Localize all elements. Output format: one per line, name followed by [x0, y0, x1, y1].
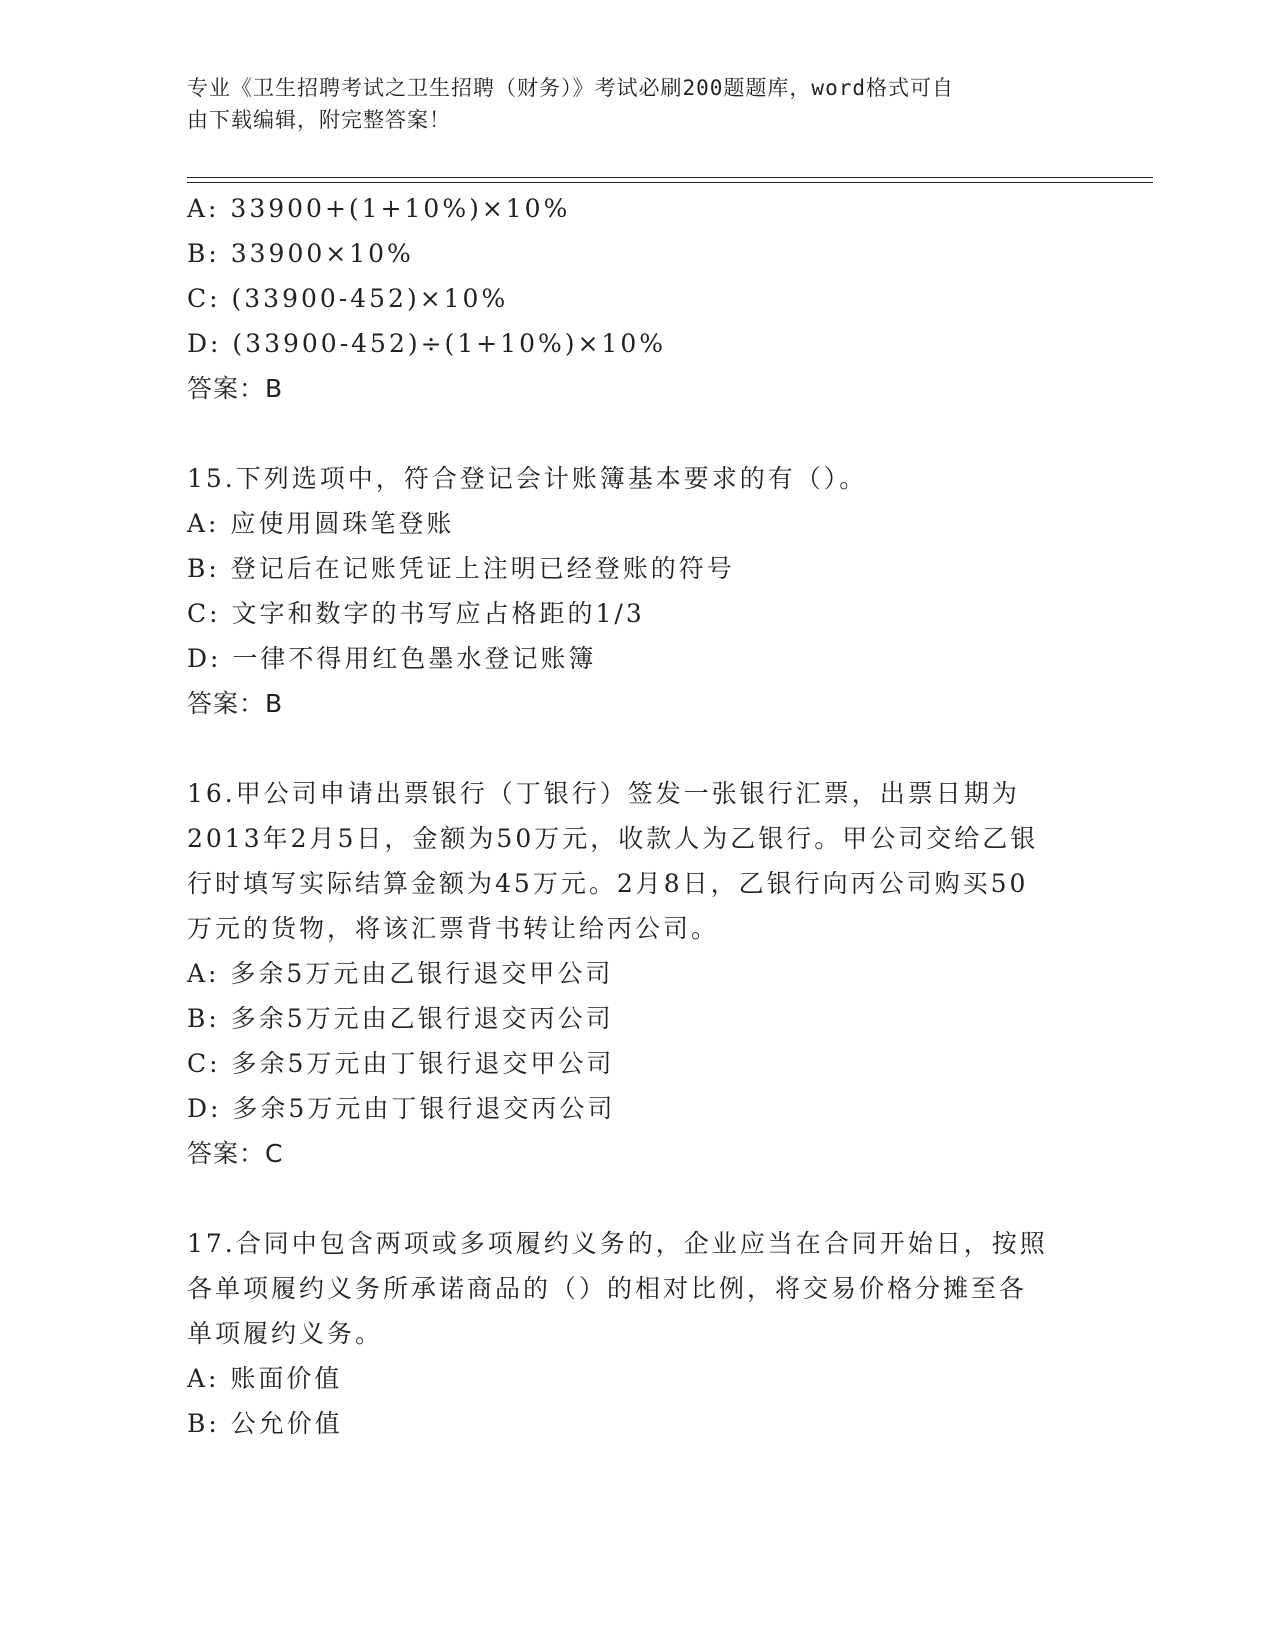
header-divider-top — [187, 177, 1153, 178]
q14-option-b: B: 33900×10% — [187, 239, 414, 268]
q17-stem-line-1: 17.合同中包含两项或多项履约义务的，企业应当在合同开始日，按照 — [187, 1229, 1048, 1258]
q15-answer: 答案：B — [187, 689, 284, 718]
q16-stem-line-3: 行时填写实际结算金额为45万元。2月8日，乙银行向丙公司购买50 — [187, 869, 1029, 898]
q14-option-a: A: 33900+(1+10%)×10% — [187, 194, 571, 223]
q16-stem-line-4: 万元的货物，将该汇票背书转让给丙公司。 — [187, 914, 720, 943]
header-line-1: 专业《卫生招聘考试之卫生招聘（财务）》考试必刷200题题库，word格式可自 — [187, 76, 954, 100]
q15-option-c: C: 文字和数字的书写应占格距的1/3 — [187, 599, 645, 628]
q16-answer: 答案：C — [187, 1139, 284, 1168]
header-line-2: 由下载编辑，附完整答案！ — [187, 108, 451, 132]
q14-answer: 答案：B — [187, 374, 284, 403]
q17-stem-line-2: 各单项履约义务所承诺商品的（）的相对比例，将交易价格分摊至各 — [187, 1274, 1028, 1303]
q16-option-d: D: 多余5万元由丁银行退交丙公司 — [187, 1094, 616, 1123]
q15-option-b: B: 登记后在记账凭证上注明已经登账的符号 — [187, 554, 735, 583]
q16-option-c: C: 多余5万元由丁银行退交甲公司 — [187, 1049, 615, 1078]
q17-option-a: A: 账面价值 — [187, 1364, 343, 1393]
q14-option-c: C: (33900-452)×10% — [187, 284, 509, 313]
header-divider-bottom — [187, 182, 1153, 183]
q17-option-b: B: 公允价值 — [187, 1409, 343, 1438]
q16-stem-line-2: 2013年2月5日，金额为50万元，收款人为乙银行。甲公司交给乙银 — [187, 824, 1039, 853]
q14-option-d: D: (33900-452)÷(1+10%)×10% — [187, 329, 667, 358]
q16-option-b: B: 多余5万元由乙银行退交丙公司 — [187, 1004, 614, 1033]
q15-option-a: A: 应使用圆珠笔登账 — [187, 509, 455, 538]
q15-stem: 15.下列选项中，符合登记会计账簿基本要求的有（）。 — [187, 464, 868, 493]
q15-option-d: D: 一律不得用红色墨水登记账簿 — [187, 644, 597, 673]
q16-stem-line-1: 16.甲公司申请出票银行（丁银行）签发一张银行汇票，出票日期为 — [187, 779, 1020, 808]
q17-stem-line-3: 单项履约义务。 — [187, 1319, 384, 1348]
document-header — [187, 72, 1067, 136]
q16-option-a: A: 多余5万元由乙银行退交甲公司 — [187, 959, 614, 988]
